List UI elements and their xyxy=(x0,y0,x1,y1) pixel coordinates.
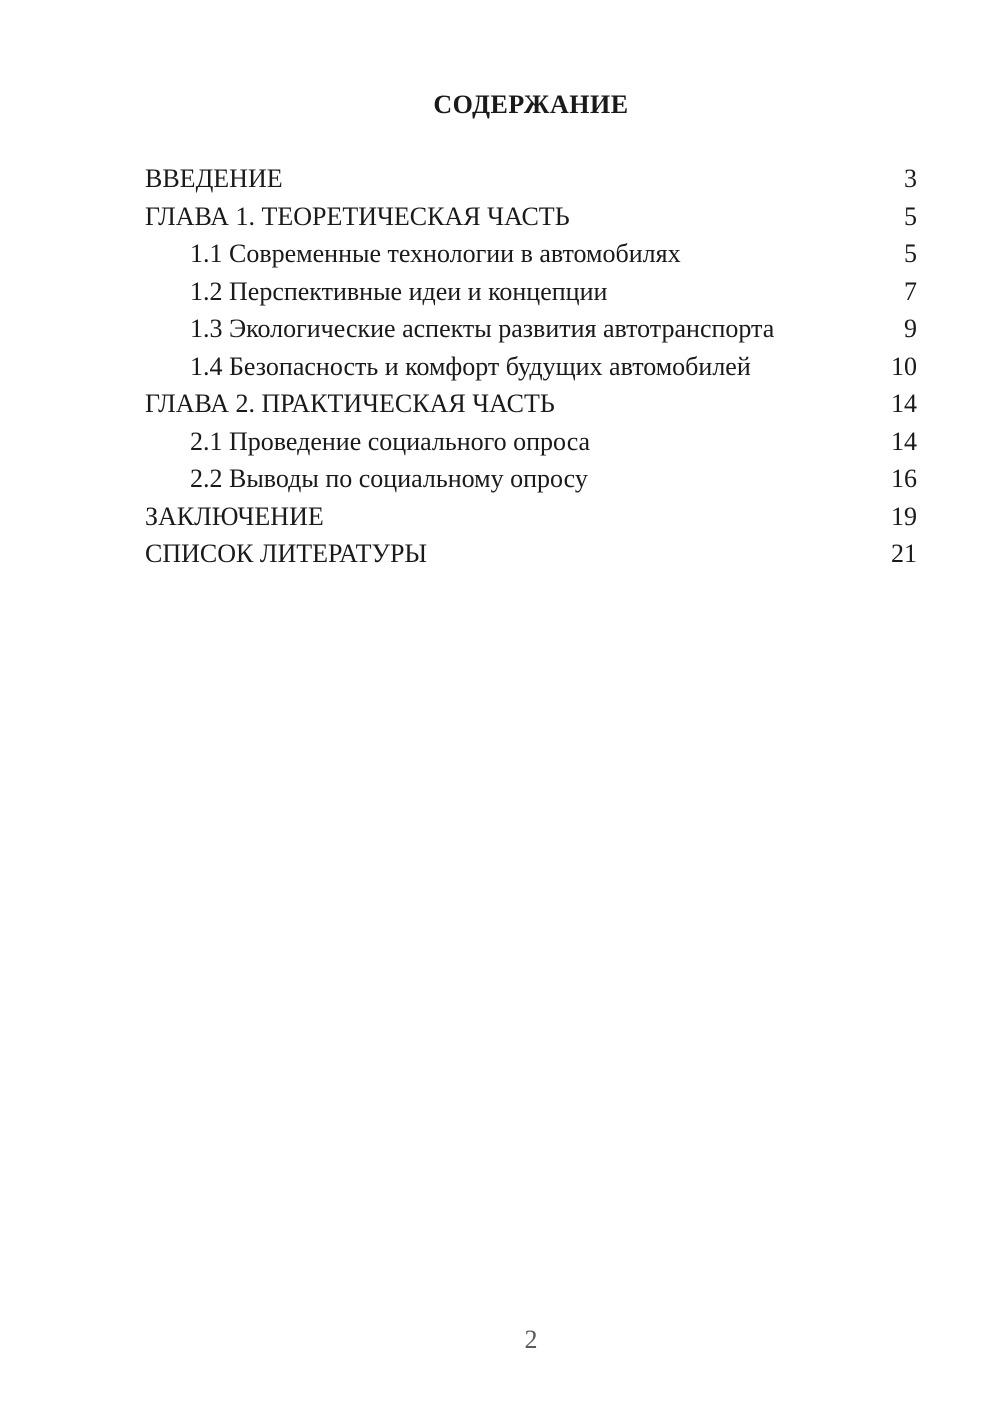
toc-entry xyxy=(145,310,917,348)
footer-page-number: 2 xyxy=(524,1325,538,1354)
toc-entry-label: 1.1 Современные технологии в автомобилях xyxy=(190,239,681,268)
toc-entry xyxy=(145,198,917,236)
page-title: СОДЕРЖАНИЕ xyxy=(433,90,629,119)
toc-entry-page: 19 xyxy=(891,501,917,531)
toc-entry-page: 5 xyxy=(904,239,917,268)
toc-entry xyxy=(145,460,917,498)
toc-entry-label: 1.3 Экологические аспекты развития автотранспорта xyxy=(190,314,775,343)
toc-entry xyxy=(145,348,917,386)
toc-entry-page: 7 xyxy=(904,276,917,306)
toc-entry-label: СПИСОК ЛИТЕРАТУРЫ xyxy=(145,539,428,568)
toc-entry-page: 14 xyxy=(891,426,917,456)
toc-entry-page: 21 xyxy=(891,539,917,568)
toc-entry xyxy=(145,498,917,536)
page-content xyxy=(145,0,917,573)
toc-entry xyxy=(145,535,917,573)
toc-entry-page: 10 xyxy=(891,351,917,381)
toc-entry-label: 2.2 Выводы по социальному опросу xyxy=(190,464,588,493)
toc-entry xyxy=(145,235,917,273)
toc-entry xyxy=(145,385,917,423)
toc-entry-label: 2.1 Проведение социального опроса xyxy=(190,426,591,456)
toc-entry xyxy=(145,273,917,311)
toc-entry-label: 1.4 Безопасность и комфорт будущих автомобилей xyxy=(190,351,751,381)
toc-entry-page: 16 xyxy=(891,464,917,493)
toc-entry-label: ЗАКЛЮЧЕНИЕ xyxy=(145,501,324,531)
toc-entry-label: ГЛАВА 2. ПРАКТИЧЕСКАЯ ЧАСТЬ xyxy=(145,389,555,418)
toc-entry-page: 3 xyxy=(904,164,917,193)
toc-entry-label: 1.2 Перспективные идеи и концепции xyxy=(190,276,608,306)
toc-entry-label: ВВЕДЕНИЕ xyxy=(145,164,283,193)
toc-entry xyxy=(145,160,917,198)
toc-entry-label: ГЛАВА 1. ТЕОРЕТИЧЕСКАЯ ЧАСТЬ xyxy=(145,201,570,231)
toc-entry-page: 14 xyxy=(891,389,917,418)
toc-entry-page: 5 xyxy=(904,201,917,231)
toc-entry-page: 9 xyxy=(904,314,917,343)
toc-list xyxy=(145,160,917,573)
toc-entry xyxy=(145,423,917,461)
